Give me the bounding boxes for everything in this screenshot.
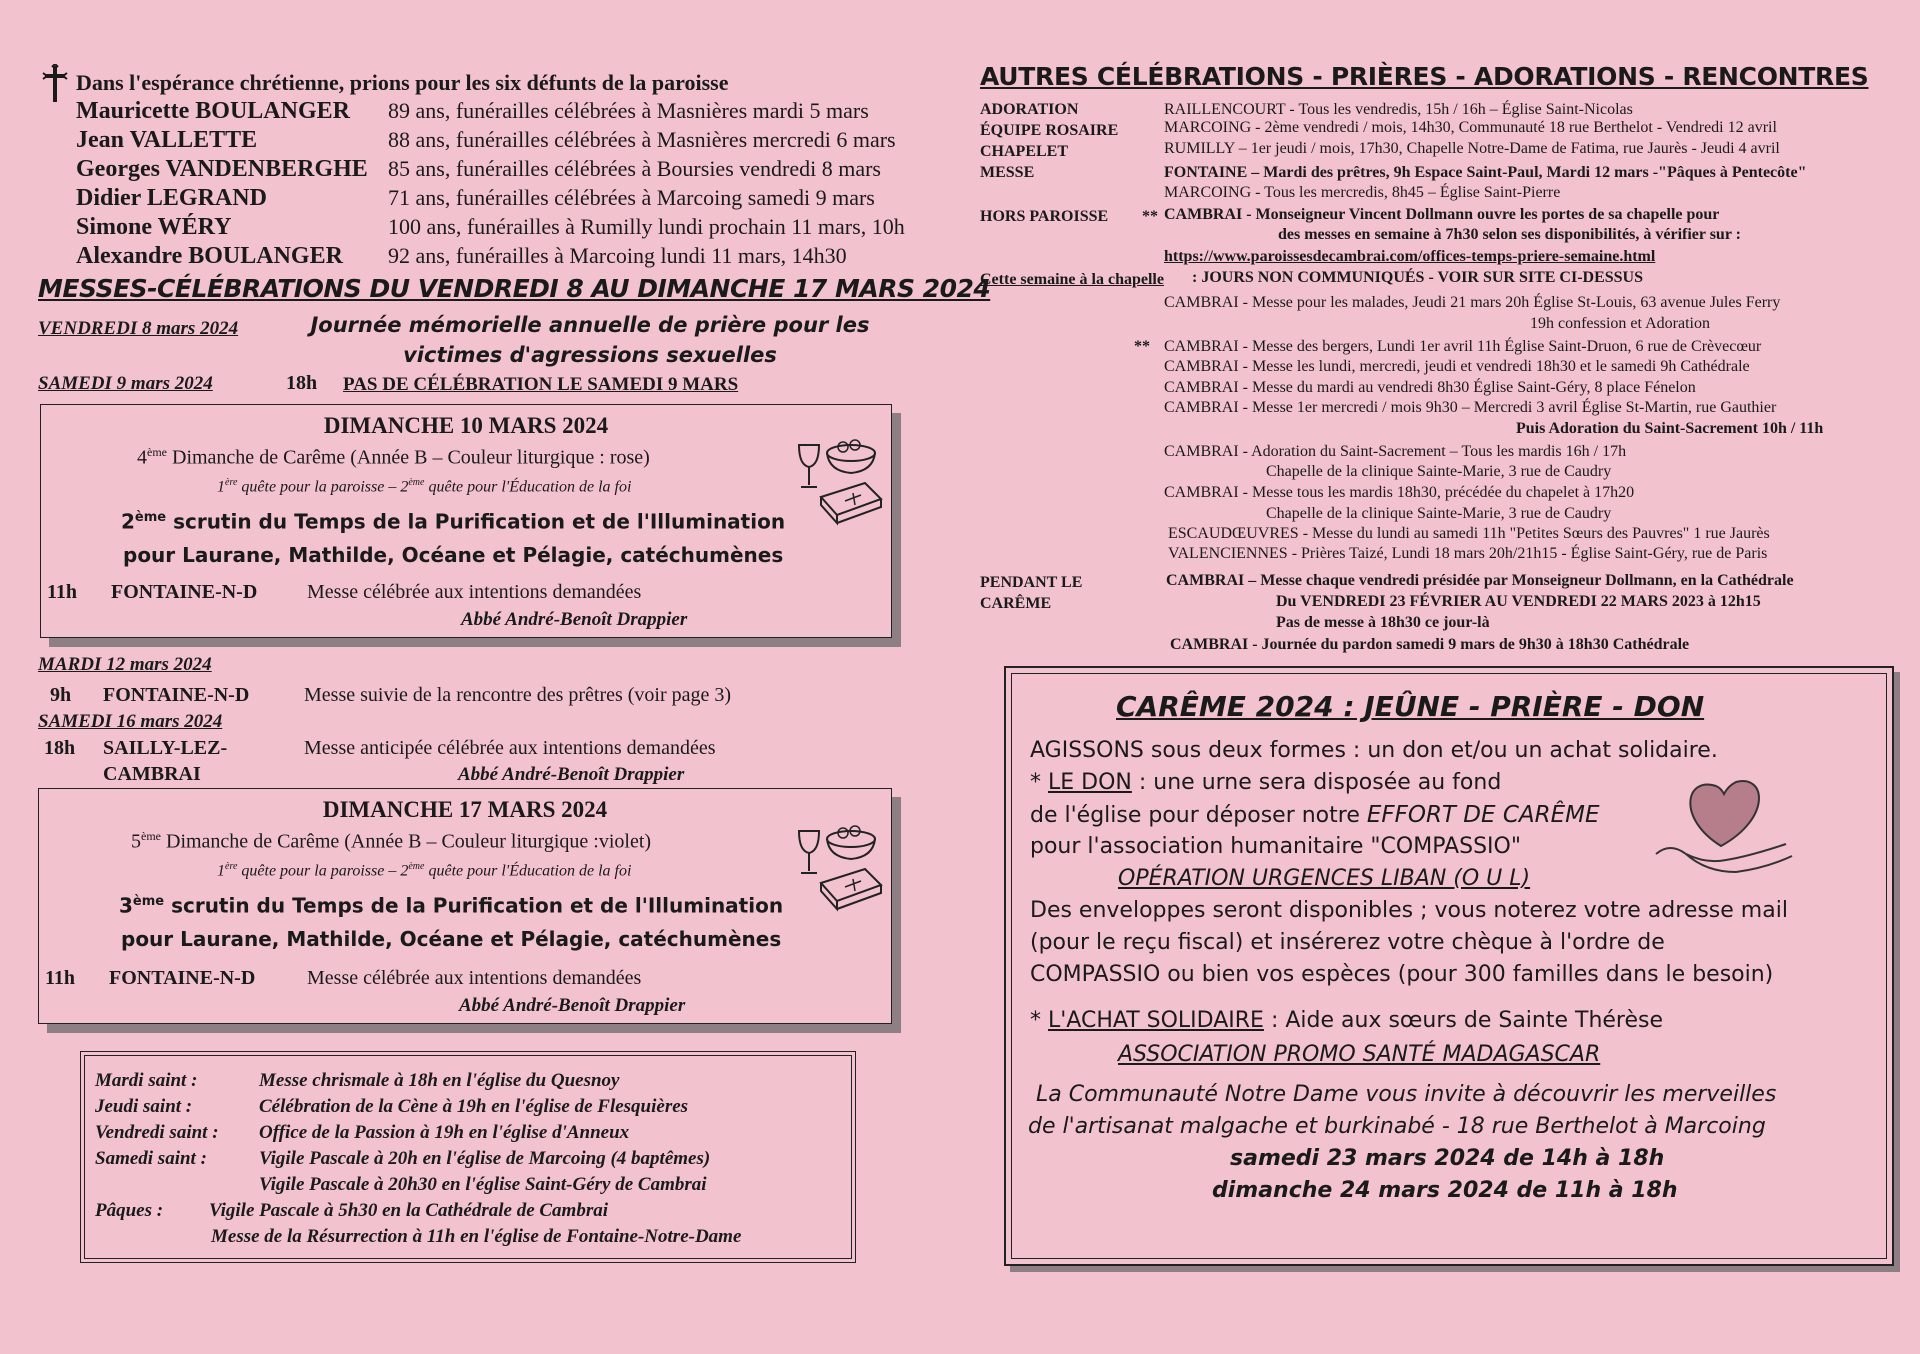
sunday17-scrutin: 3ème scrutin du Temps de la Purification et de l'Illumination pour Laurane, Mathilde, Océane et Pélagie, catéchumènes — [119, 893, 784, 951]
deceased-name: Mauricette BOULANGER — [76, 98, 350, 124]
sunday17-quete: 1ère quête pour la paroisse – 2ème quête pour l'Éducation de la foi — [217, 861, 632, 880]
celebration-line: RAILLENCOURT - Tous les vendredis, 15h / 16h – Église Saint-Nicolas — [1164, 101, 1633, 118]
tuesday12-desc: Messe suivie de la rencontre des prêtres (voir page 3) — [304, 684, 732, 706]
careme-oul: OPÉRATION URGENCES LIBAN (O U L) — [1118, 866, 1531, 891]
friday-note-line: victimes d'agressions sexuelles — [403, 343, 777, 367]
saturday16-place: CAMBRAI — [103, 763, 201, 785]
other-heading: AUTRES CÉLÉBRATIONS - PRIÈRES - ADORATIONS - RENCONTRES — [980, 62, 1869, 91]
sunday10-quete: 1ère quête pour la paroisse – 2ème quête pour l'Éducation de la foi — [217, 477, 632, 496]
deceased-details: 88 ans, funérailles célébrées à Masnières mercredi 6 mars — [388, 127, 896, 152]
celebration-line: MARCOING - Tous les mercredis, 8h45 – Église Saint-Pierre — [1164, 184, 1561, 201]
holy-week-day: Pâques : — [95, 1200, 164, 1221]
careme-invite-date: dimanche 24 mars 2024 de 11h à 18h — [1212, 1178, 1678, 1203]
stars-mark: ** — [1134, 338, 1150, 355]
careme-envelope-line: Des enveloppes seront disponibles ; vous noterez votre adresse mail — [1030, 898, 1788, 923]
pendant-line: Du VENDREDI 23 FÉVRIER AU VENDREDI 22 MARS 2023 à 12h15 — [1276, 593, 1761, 610]
friday-note — [280, 310, 900, 370]
sunday10-box — [40, 404, 892, 638]
chapel-note: : JOURS NON COMMUNIQUÉS - VOIR SUR SITE CI-DESSUS — [1192, 269, 1644, 286]
celebration-line: MARCOING - 2ème vendredi / mois, 14h30, Communauté 18 rue Berthelot - Vendredi 12 avril — [1164, 119, 1777, 136]
sunday10-subtitle: 4ème Dimanche de Carême (Année B – Couleur liturgique : rose) — [137, 445, 650, 469]
pendant-line: CAMBRAI – Messe chaque vendredi présidée par Monseigneur Dollmann, en la Cathédrale — [1166, 572, 1794, 589]
deceased-details: 85 ans, funérailles célébrées à Boursies vendredi 8 mars — [388, 156, 881, 181]
tuesday12-place: FONTAINE-N-D — [103, 684, 250, 706]
deceased-details: 89 ans, funérailles célébrées à Masnières mardi 5 mars — [388, 98, 869, 123]
sunday10-desc: Messe célébrée aux intentions demandées — [307, 581, 642, 603]
holy-week-text: Office de la Passion à 19h en l'église d'Anneux — [259, 1122, 630, 1143]
category-label: ÉQUIPE ROSAIRE — [980, 122, 1119, 139]
intro-text: Dans l'espérance chrétienne, prions pour les six défunts de la paroisse — [76, 70, 729, 95]
cambrai-line: 19h confession et Adoration — [1530, 315, 1710, 332]
category-label: ADORATION — [980, 101, 1079, 118]
deceased-details: 92 ans, funérailles à Marcoing lundi 11 mars, 14h30 — [388, 243, 847, 268]
pendant-line: CAMBRAI - Journée du pardon samedi 9 mars de 9h30 à 18h30 Cathédrale — [1170, 636, 1690, 653]
holy-week-text: Célébration de la Cène à 19h en l'église de Flesquières — [259, 1096, 689, 1117]
cambrai-line: CAMBRAI - Adoration du Saint-Sacrement – Tous les mardis 16h / 17h — [1164, 443, 1627, 460]
deceased-name: Jean VALLETTE — [76, 127, 258, 153]
cambrai-line: CAMBRAI - Messe pour les malades, Jeudi 21 mars 20h Église St-Louis, 63 avenue Jules Ferry — [1164, 294, 1781, 311]
careme-invite-line: La Communauté Notre Dame vous invite à découvrir les merveilles — [1036, 1082, 1777, 1107]
sunday17-time: 11h — [45, 967, 76, 989]
cross-icon — [40, 64, 70, 104]
cambrai-line: ESCAUDŒUVRES - Messe du lundi au samedi 11h "Petites Sœurs des Pauvres" 1 rue Jaurès — [1168, 525, 1770, 542]
saturday16-place: SAILLY-LEZ- — [103, 737, 228, 759]
hors-paroisse-label: HORS PAROISSE — [980, 208, 1109, 225]
cambrai-line: VALENCIENNES - Prières Taizé, Lundi 18 mars 20h/21h15 - Église Saint-Géry, rue de Paris — [1168, 545, 1768, 562]
holy-week-text: Vigile Pascale à 5h30 en la Cathédrale de Cambrai — [209, 1200, 608, 1221]
holy-week-text: Vigile Pascale à 20h en l'église de Marcoing (4 baptêmes) — [259, 1148, 711, 1169]
holy-week-day: Jeudi saint : — [95, 1096, 193, 1117]
deceased-name: Simone WÉRY — [76, 214, 232, 240]
careme-envelope-line: (pour le reçu fiscal) et insérerez votre chèque à l'ordre de — [1030, 930, 1665, 955]
holy-week-text: Vigile Pascale à 20h30 en l'église Saint-Géry de Cambrai — [259, 1174, 707, 1195]
deceased-name: Alexandre BOULANGER — [76, 243, 343, 269]
cambrai-line: CAMBRAI - Messe des bergers, Lundi 1er avril 11h Église Saint-Druon, 6 rue de Crèvecœur — [1164, 338, 1762, 355]
sunday17-title: DIMANCHE 17 MARS 2024 — [322, 797, 608, 822]
holy-week-day: Mardi saint : — [95, 1070, 198, 1091]
careme-agissons: AGISSONS sous deux formes : un don et/ou un achat solidaire. — [1030, 738, 1718, 763]
deceased-details: 71 ans, funérailles célébrées à Marcoing samedi 9 mars — [388, 185, 875, 210]
holy-week-day: Vendredi saint : — [95, 1122, 219, 1143]
careme-don: * LE DON : une urne sera disposée au fond — [1030, 770, 1502, 795]
careme-assoc: ASSOCIATION PROMO SANTÉ MADAGASCAR — [1118, 1042, 1601, 1067]
sunday10-time: 11h — [47, 581, 78, 603]
careme-don-line: de l'église pour déposer notre EFFORT DE CARÊME — [1030, 802, 1600, 828]
pendant-line: Pas de messe à 18h30 ce jour-là — [1276, 614, 1490, 631]
chalice-bible-icon — [795, 435, 885, 527]
sunday17-place: FONTAINE-N-D — [109, 967, 256, 989]
pendant-label: PENDANT LE — [980, 574, 1083, 591]
holy-week-box — [80, 1051, 856, 1263]
chalice-bible-icon — [795, 821, 885, 913]
sunday17-box — [38, 788, 892, 1024]
sunday17-subtitle: 5ème Dimanche de Carême (Année B – Couleur liturgique :violet) — [131, 829, 652, 853]
holy-week-text: Messe chrismale à 18h en l'église du Quesnoy — [259, 1070, 620, 1091]
careme-envelope-line: COMPASSIO ou bien vos espèces (pour 300 familles dans le besoin) — [1030, 962, 1774, 987]
heart-hand-icon — [1646, 768, 1796, 878]
tuesday12-date: MARDI 12 mars 2024 — [38, 654, 212, 675]
pendant-label: CARÊME — [980, 595, 1052, 612]
careme-invite-date: samedi 23 mars 2024 de 14h à 18h — [1230, 1146, 1665, 1171]
saturday16-time: 18h — [44, 737, 76, 759]
website-link[interactable]: https://www.paroissesdecambrai.com/offices-temps-priere-semaine.html — [1164, 248, 1656, 265]
cambrai-line: CAMBRAI - Messe tous les mardis 18h30, précédée du chapelet à 17h20 — [1164, 484, 1635, 501]
sunday17-priest: Abbé André-Benoît Drappier — [459, 995, 686, 1016]
celebration-line: FONTAINE – Mardi des prêtres, 9h Espace Saint-Paul, Mardi 12 mars -"Pâques à Pentecôte" — [1164, 164, 1807, 181]
deceased-details: 100 ans, funérailles à Rumilly lundi prochain 11 mars, 10h — [388, 214, 905, 239]
deceased-name: Georges VANDENBERGHE — [76, 156, 368, 182]
friday-date: VENDREDI 8 mars 2024 — [38, 318, 239, 339]
sunday10-priest: Abbé André-Benoît Drappier — [461, 609, 688, 630]
stars-mark: ** — [1142, 208, 1158, 225]
category-label: MESSE — [980, 164, 1035, 181]
sunday10-place: FONTAINE-N-D — [111, 581, 258, 603]
friday-note-line: Journée mémorielle annuelle de prière pour les — [310, 313, 870, 337]
saturday9-time: 18h — [286, 372, 318, 394]
cambrai-line: Puis Adoration du Saint-Sacrement 10h / 11h — [1516, 420, 1824, 437]
schedule-heading: MESSES-CÉLÉBRATIONS DU VENDREDI 8 AU DIMANCHE 17 MARS 2024 — [38, 274, 991, 303]
cambrai-line: Chapelle de la clinique Sainte-Marie, 3 rue de Caudry — [1266, 463, 1612, 480]
cambrai-line: Chapelle de la clinique Sainte-Marie, 3 rue de Caudry — [1266, 505, 1612, 522]
careme-don-line: pour l'association humanitaire "COMPASSIO" — [1030, 834, 1521, 859]
holy-week-text: Messe de la Résurrection à 11h en l'église de Fontaine-Notre-Dame — [211, 1226, 742, 1247]
careme-box — [1004, 666, 1894, 1266]
deceased-name: Didier LEGRAND — [76, 185, 267, 211]
cambrai-line: CAMBRAI - Messe du mardi au vendredi 8h30 Église Saint-Géry, 8 place Fénelon — [1164, 379, 1696, 396]
careme-title: CARÊME 2024 : JEÛNE - PRIÈRE - DON — [1116, 690, 1705, 723]
saturday9-note: PAS DE CÉLÉBRATION LE SAMEDI 9 MARS — [343, 374, 739, 395]
cambrai-line: CAMBRAI - Messe les lundi, mercredi, jeudi et vendredi 18h30 et le samedi 9h Cathédrale — [1164, 358, 1750, 375]
holy-week-day: Samedi saint : — [95, 1148, 207, 1169]
sunday17-desc: Messe célébrée aux intentions demandées — [307, 967, 642, 989]
sunday10-scrutin: 2ème scrutin du Temps de la Purification et de l'Illumination pour Laurane, Mathilde, Océane et Pélagie, catéchumènes — [121, 509, 786, 567]
careme-achat: * L'ACHAT SOLIDAIRE : Aide aux sœurs de Sainte Thérèse — [1030, 1008, 1664, 1033]
sunday10-title: DIMANCHE 10 MARS 2024 — [323, 413, 609, 438]
category-label: CHAPELET — [980, 143, 1069, 160]
saturday16-date: SAMEDI 16 mars 2024 — [38, 711, 223, 732]
saturday16-desc: Messe anticipée célébrée aux intentions demandées — [304, 737, 716, 759]
cambrai-line: CAMBRAI - Messe 1er mercredi / mois 9h30 – Mercredi 3 avril Église St-Martin, rue Gauthier — [1164, 399, 1777, 416]
chapel-label: Cette semaine à la chapelle — [980, 271, 1164, 288]
celebration-line: RUMILLY – 1er jeudi / mois, 17h30, Chapelle Notre-Dame de Fatima, rue Jaurès - Jeudi 4 avril — [1164, 140, 1780, 157]
saturday9-date: SAMEDI 9 mars 2024 — [38, 373, 213, 394]
careme-invite-line: de l'artisanat malgache et burkinabé - 18 rue Berthelot à Marcoing — [1028, 1114, 1766, 1139]
hors-line: CAMBRAI - Monseigneur Vincent Dollmann ouvre les portes de sa chapelle pour — [1164, 206, 1720, 223]
saturday16-priest: Abbé André-Benoît Drappier — [458, 764, 685, 785]
hors-line: des messes en semaine à 7h30 selon ses disponibilités, à vérifier sur : — [1278, 226, 1741, 243]
tuesday12-time: 9h — [50, 684, 72, 706]
